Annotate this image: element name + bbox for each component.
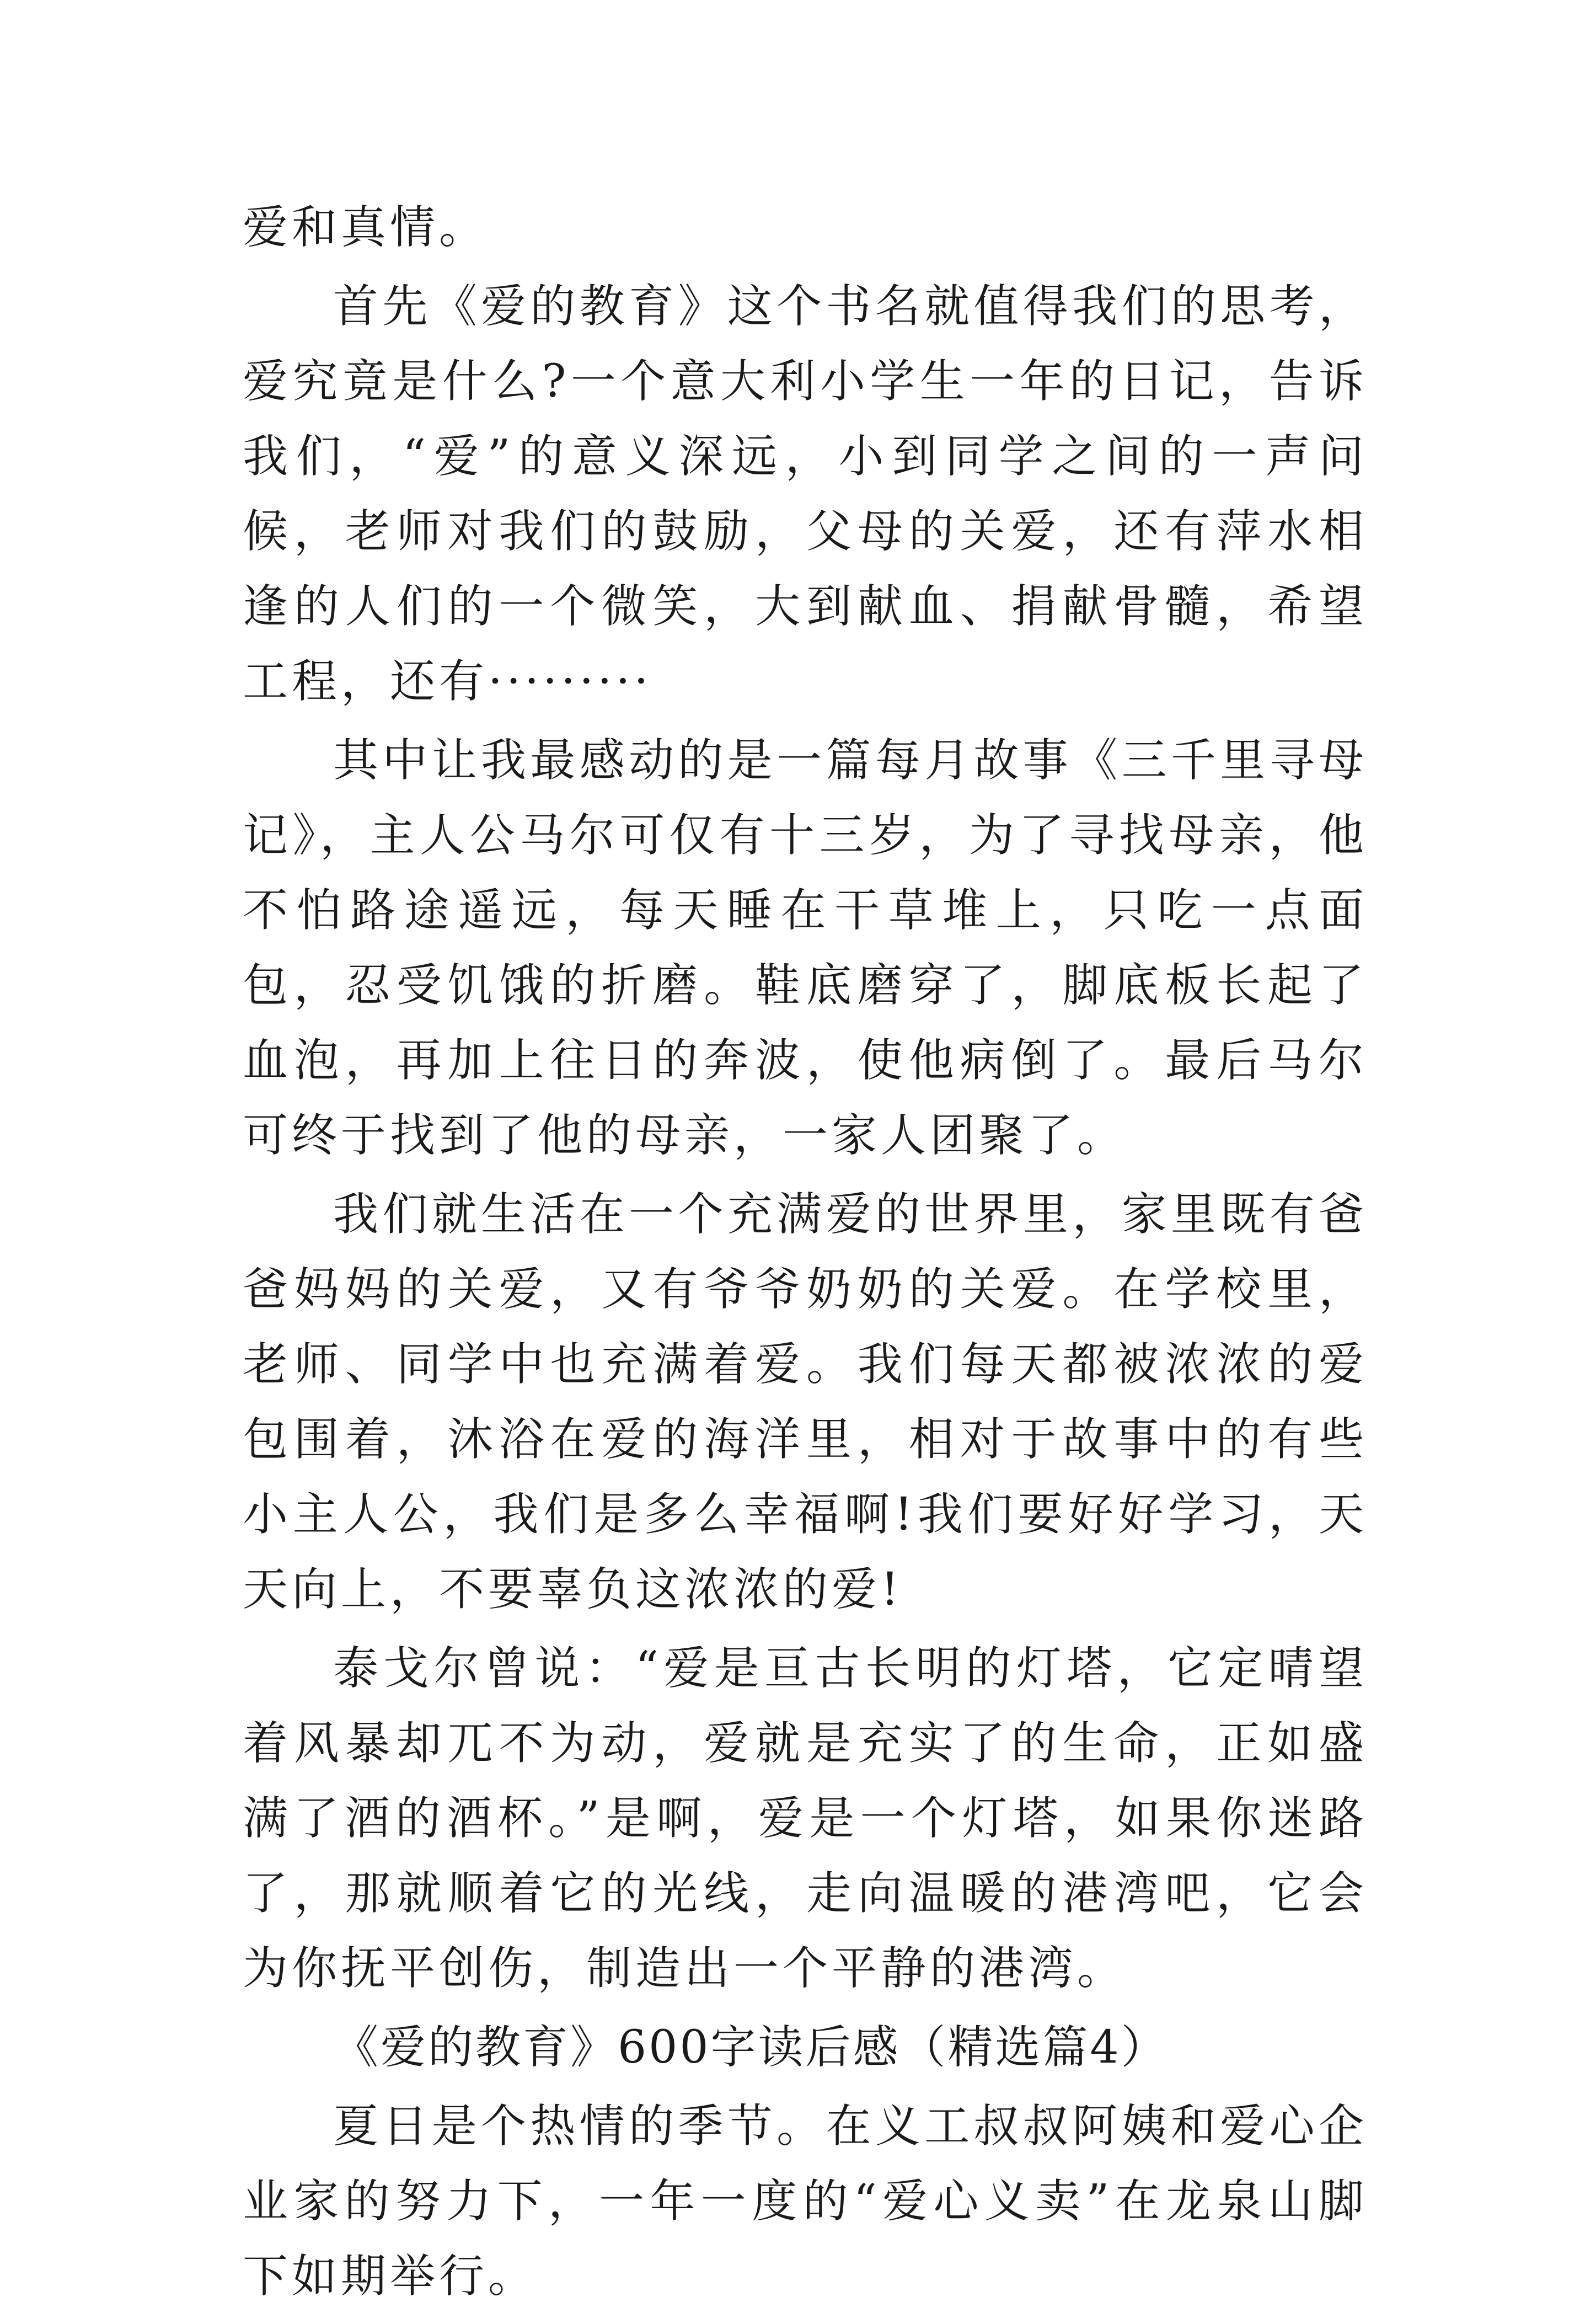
document-body <box>243 190 1368 2318</box>
paragraph-tagore-quote: 泰戈尔曾说：“爱是亘古长明的灯塔，它定晴望着风暴却兀不为动，爱就是充实了的生命，正如盛满了酒的酒杯。”是啊，爱是一个灯塔，如果你迷路了，那就顺着它的光线，走向温暖的港湾吧，它会为你抚平创伤，制造出一个平静的港湾。 <box>243 1642 1368 1995</box>
paragraph-three-thousand-miles: 其中让我最感动的是一篇每月故事《三千里寻母记》，主人公马尔可仅有十三岁，为了寻找母亲，他不怕路途遥远，每天睡在干草堆上，只吃一点面包，忍受饥饿的折磨。鞋底磨穿了，脚底板长起了血泡，再加上往日的奔波，使他病倒了。最后马尔可终于找到了他的母亲，一家人团聚了。 <box>243 734 1368 1162</box>
paragraph-continuation: 爱和真情。 <box>243 201 489 254</box>
paragraph-summer-charity-sale: 夏日是个热情的季节。在义工叔叔阿姨和爱心企业家的努力下，一年一度的“爱心义卖”在龙泉山脚下如期举行。 <box>243 2100 1368 2303</box>
paragraph-book-title-meaning: 首先《爱的教育》这个书名就值得我们的思考，爱究竟是什么?一个意大利小学生一年的日记，告诉我们，“爱”的意义深远，小到同学之间的一声问候，老师对我们的鼓励，父母的关爱，还有萍水相逢的人们的一个微笑，大到献血、捐献骨髓，希望工程，还有········· <box>243 280 1368 708</box>
section-heading: 《爱的教育》600字读后感（精选篇4） <box>333 2021 1169 2074</box>
paragraph-world-of-love: 我们就生活在一个充满爱的世界里，家里既有爸爸妈妈的关爱，又有爷爷奶奶的关爱。在学校里，老师、同学中也充满着爱。我们每天都被浓浓的爱包围着，沐浴在爱的海洋里，相对于故事中的有些小主人公，我们是多么幸福啊!我们要好好学习，天天向上，不要辜负这浓浓的爱! <box>243 1188 1368 1616</box>
